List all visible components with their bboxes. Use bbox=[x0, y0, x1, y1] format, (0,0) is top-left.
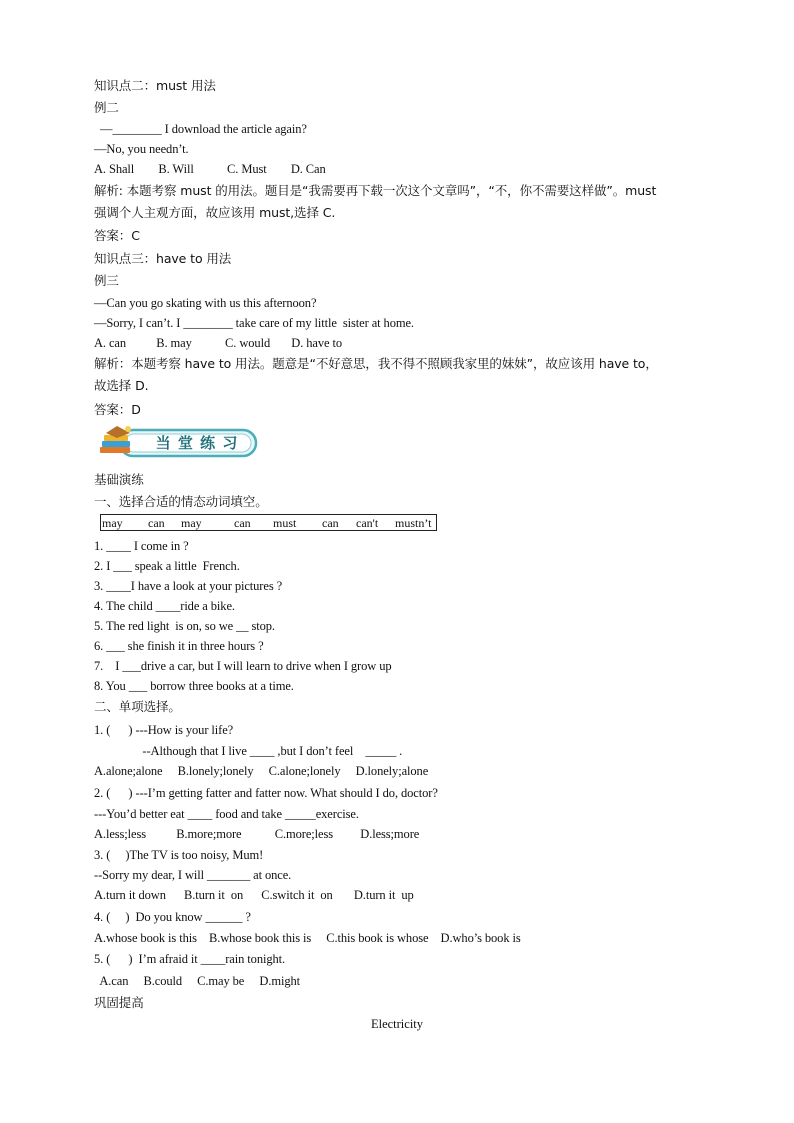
section2-example-label: 例二 bbox=[94, 100, 119, 115]
part2-line: ---You’d better eat ____ food and take _____exercise. bbox=[94, 807, 359, 821]
section3-answer: 答案：D bbox=[94, 402, 141, 417]
part2-line: --Sorry my dear, I will _______ at once. bbox=[94, 868, 292, 882]
word-bank-item: can bbox=[234, 516, 251, 530]
word-bank-box bbox=[100, 514, 437, 531]
part1-item: 5. The red light is on, so we __ stop. bbox=[94, 619, 275, 633]
in-class-practice-banner bbox=[98, 423, 260, 461]
section3-options: A. can B. may C. would D. have to bbox=[94, 336, 342, 350]
section2-analysis-line1: 解析: 本题考察 must 的用法。题目是“我需要再下载一次这个文章吗”，“不，你不需要这样做”。must bbox=[94, 183, 657, 198]
part1-item: 8. You ___ borrow three books at a time. bbox=[94, 679, 294, 693]
section2-response: —No, you needn’t. bbox=[94, 142, 189, 156]
section2-options: A. Shall B. Will C. Must D. Can bbox=[94, 162, 326, 176]
part2-line: A.can B.could C.may be D.might bbox=[94, 974, 300, 988]
part1-item: 1. ____ I come in ? bbox=[94, 539, 189, 553]
part1-title: 一、选择合适的情态动词填空。 bbox=[94, 494, 268, 509]
part2-line: A.alone;alone B.lonely;lonely C.alone;lonely D.lonely;alone bbox=[94, 764, 429, 778]
section3-analysis-line1: 解析：本题考察 have to 用法。题意是“不好意思，我不得不照顾我家里的妹妹”，故应该用 have to， bbox=[94, 356, 658, 371]
section3-question: —Can you go skating with us this afternoon? bbox=[94, 296, 317, 310]
part1-item: 4. The child ____ride a bike. bbox=[94, 599, 235, 613]
part2-line: A.less;less B.more;more C.more;less D.less;more bbox=[94, 827, 420, 841]
section3-analysis-line2: 故选择 D. bbox=[94, 378, 149, 393]
section2-analysis-line2: 强调个人主观方面，故应该用 must,选择 C. bbox=[94, 205, 336, 220]
part2-line: --Although that I live ____ ,but I don’t feel _____ . bbox=[94, 744, 403, 758]
part2-line: 2. ( ) ---I’m getting fatter and fatter now. What should I do, doctor? bbox=[94, 786, 438, 800]
section3-response: —Sorry, I can’t. I ________ take care of my little sister at home. bbox=[94, 316, 414, 330]
section2-question: —________ I download the article again? bbox=[94, 122, 307, 136]
word-bank-item: can't bbox=[356, 516, 379, 530]
part2-line: 5. ( ) I’m afraid it ____rain tonight. bbox=[94, 952, 286, 966]
word-bank-item: may bbox=[181, 516, 202, 530]
section2-heading: 知识点二：must 用法 bbox=[94, 78, 216, 93]
part1-item: 2. I ___ speak a little French. bbox=[94, 559, 240, 573]
part2-line: A.whose book is this B.whose book this is C.this book is whose D.who’s book is bbox=[94, 931, 521, 945]
books-icon bbox=[100, 426, 131, 453]
consolidate-label: 巩固提高 bbox=[94, 995, 144, 1010]
word-bank-item: can bbox=[148, 516, 165, 530]
part1-item: 3. ____I have a look at your pictures ? bbox=[94, 579, 283, 593]
word-bank-item: can bbox=[322, 516, 339, 530]
word-bank-item: may bbox=[102, 516, 123, 530]
word-bank-item: must bbox=[273, 516, 297, 530]
part2-line: 4. ( ) Do you know ______ ? bbox=[94, 910, 251, 924]
section3-heading: 知识点三：have to 用法 bbox=[94, 251, 232, 266]
part2-title: 二、单项选择。 bbox=[94, 699, 181, 714]
part1-item: 7. I ___drive a car, but I will learn to drive when I grow up bbox=[94, 659, 392, 673]
part2-line: A.turn it down B.turn it on C.switch it on D.turn it up bbox=[94, 888, 414, 902]
section2-answer: 答案：C bbox=[94, 228, 140, 243]
section3-example-label: 例三 bbox=[94, 273, 119, 288]
part2-line: 1. ( ) ---How is your life? bbox=[94, 723, 234, 737]
passage-title: Electricity bbox=[370, 1017, 424, 1031]
word-bank-item: mustn’t bbox=[395, 516, 432, 530]
part2-line: 3. ( )The TV is too noisy, Mum! bbox=[94, 848, 264, 862]
banner-title: 当 堂 练 习 bbox=[155, 434, 239, 452]
part1-item: 6. ___ she finish it in three hours ? bbox=[94, 639, 264, 653]
basic-practice-label: 基础演练 bbox=[94, 472, 144, 487]
